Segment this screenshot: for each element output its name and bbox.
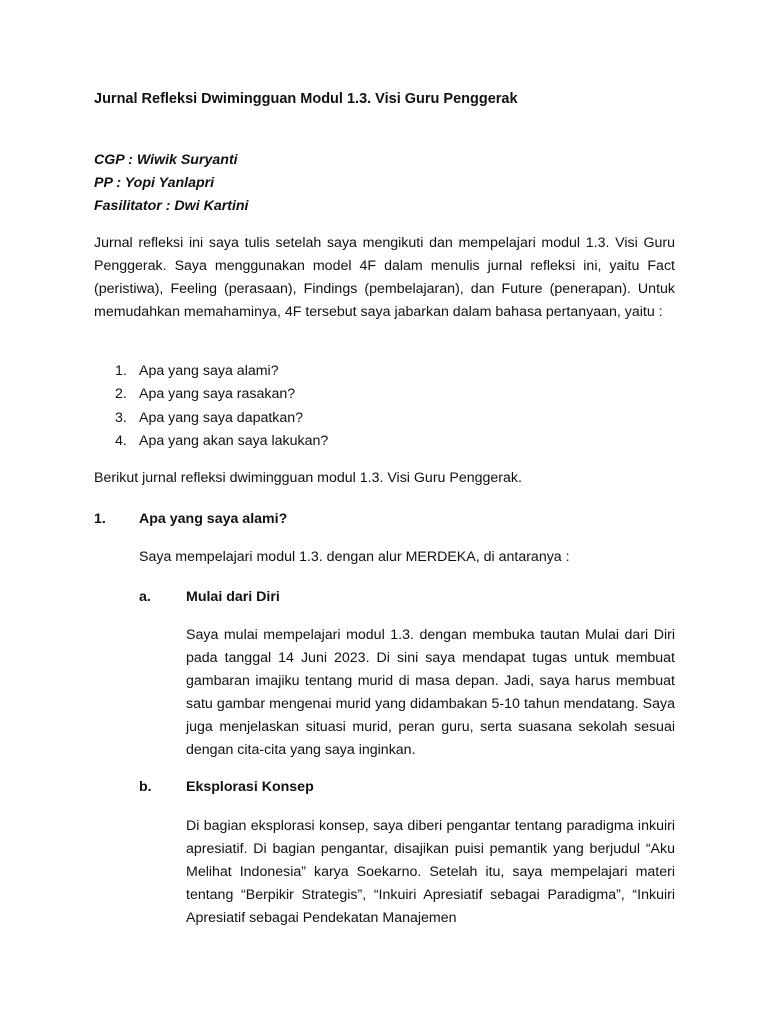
subsection-letter: b. [139,779,152,795]
subsection-a-paragraph: Saya mulai mempelajari modul 1.3. dengan membuka tautan Mulai dari Diri pada tanggal 14 Juni 2023. Di sini saya mendapat tugas untuk membuat gambaran imajiku tentang murid di masa depan. Jadi, saya harus membuat satu gambar mengenai murid yang didambakan 5-10 tahun mendatang. Saya juga menjelaskan situasi murid, peran guru, serta suasana sekolah sesuai dengan cita-cita yang saya inginkan. [186,627,675,758]
author-info [94,149,249,218]
section-1-heading [94,508,287,531]
subsection-b-paragraph: Di bagian eksplorasi konsep, saya diberi pengantar tentang paradigma inkuiri apresiatif. Di bagian pengantar, disajikan puisi pemantik yang berjudul “Aku Melihat Indonesia” karya Soekarno. Setelah itu, saya mempelajari materi tentang “Berpikir Strategis”, “Inkuiri Apresiatif sebagai Paradigma”, “Inkuiri Apresiatif sebagai Pendekatan Manajemen [186,818,675,926]
list-text: Apa yang saya dapatkan? [139,409,304,426]
subsection-title: Mulai dari Diri [186,589,280,605]
list-item [115,430,328,453]
fasilitator-line: Fasilitator : Dwi Kartini [94,198,249,214]
list-number: 1. [115,363,127,379]
list-text: Apa yang saya rasakan? [139,386,296,403]
list-number: 2. [115,386,127,403]
document-title: Jurnal Refleksi Dwimingguan Modul 1.3. Visi Guru Penggerak [94,91,518,107]
list-text: Apa yang akan saya lakukan? [139,432,329,449]
section-title: Apa yang saya alami? [139,511,288,527]
list-text: Apa yang saya alami? [139,363,279,379]
list-number: 4. [115,432,127,449]
list-item [115,407,328,430]
list-item [115,360,328,383]
intro-paragraph: Jurnal refleksi ini saya tulis setelah saya mengikuti dan mempelajari modul 1.3. Visi Guru Penggerak. Saya menggunakan model 4F dalam menulis jurnal refleksi ini, yaitu Fact (peristiwa), Feeling (perasaan), Findings (pembelajaran), dan Future (penerapan). Untuk memudahkan memahaminya, 4F tersebut saya jabarkan dalam bahasa pertanyaan, yaitu : [94,235,675,320]
subsection-title: Eksplorasi Konsep [186,779,314,795]
lead-paragraph: Berikut jurnal refleksi dwimingguan modul 1.3. Visi Guru Penggerak. [94,470,522,486]
list-item [115,383,328,406]
pp-line: PP : Yopi Yanlapri [94,175,215,191]
section-1-intro: Saya mempelajari modul 1.3. dengan alur MERDEKA, di antaranya : [139,549,570,565]
section-number: 1. [94,511,106,527]
cgp-line: CGP : Wiwik Suryanti [94,152,238,168]
subsection-letter: a. [139,589,151,605]
list-number: 3. [115,409,127,426]
question-list [115,360,328,453]
subsection-b-heading [139,776,314,799]
subsection-a-heading [139,586,280,609]
